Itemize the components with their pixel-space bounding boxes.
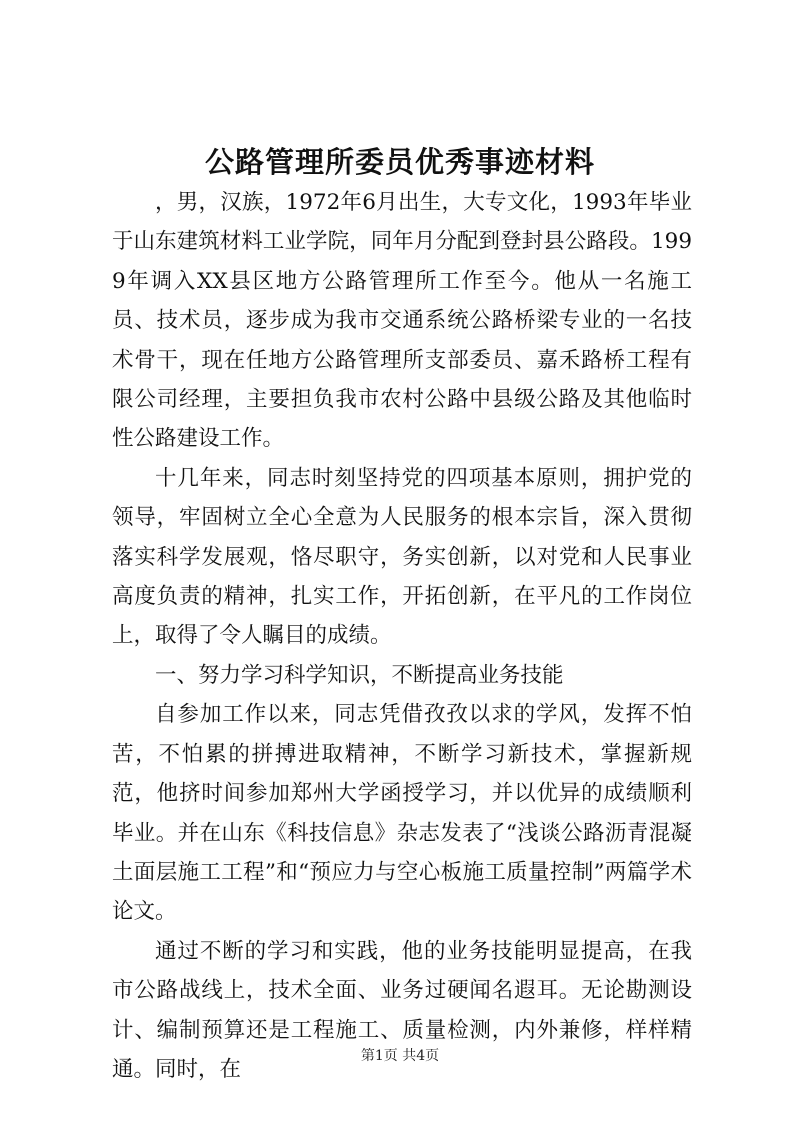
page-footer: 第1页 共4页 — [360, 1048, 440, 1064]
paragraph-study: 自参加工作以来，同志凭借孜孜以求的学风，发挥不怕苦，不怕累的拼搏进取精神，不断学习新技术，掌握新规范，他挤时间参加郑州大学函授学习，并以优异的成绩顺利毕业。并在山东《科技信息》杂志发表了“浅谈公路沥青混凝土面层施工工程”和“预应力与空心板施工质量控制”两篇学术论文。 — [112, 702, 692, 925]
paragraph-summary: 十几年来，同志时刻坚持党的四项基本原则，拥护党的领导，牢固树立全心全意为人民服务的根本宗旨，深入贯彻落实科学发展观，恪尽职守，务实创新，以对党和人民事业高度负责的精神，扎实工作，开拓创新，在平凡的工作岗位上，取得了令人瞩目的成绩。 — [112, 465, 692, 649]
document-body — [112, 183, 692, 1089]
document-title: 公路管理所委员优秀事迹材料 — [204, 145, 595, 179]
section-heading-1: 一、努力学习科学知识，不断提高业务技能 — [155, 662, 564, 688]
paragraph-intro: ，男，汉族，1972年6月出生，大专文化，1993年毕业于山东建筑材料工业学院，同年月分配到登封县公路段。1999年调入XX县区地方公路管理所工作至今。他从一名施工员、技术员，逐步成为我市交通系统公路桥梁专业的一名技术骨干，现在任地方公路管理所支部委员、嘉禾路桥工程有限公司经理，主要担负我市农村公路中县级公路及其他临时性公路建设工作。 — [112, 190, 692, 452]
paragraph-skills: 通过不断的学习和实践，他的业务技能明显提高，在我市公路战线上，技术全面、业务过硬闻名遐耳。无论勘测设计、编制预算还是工程施工、质量检测，内外兼修，样样精通。同时，在 — [112, 938, 692, 1082]
